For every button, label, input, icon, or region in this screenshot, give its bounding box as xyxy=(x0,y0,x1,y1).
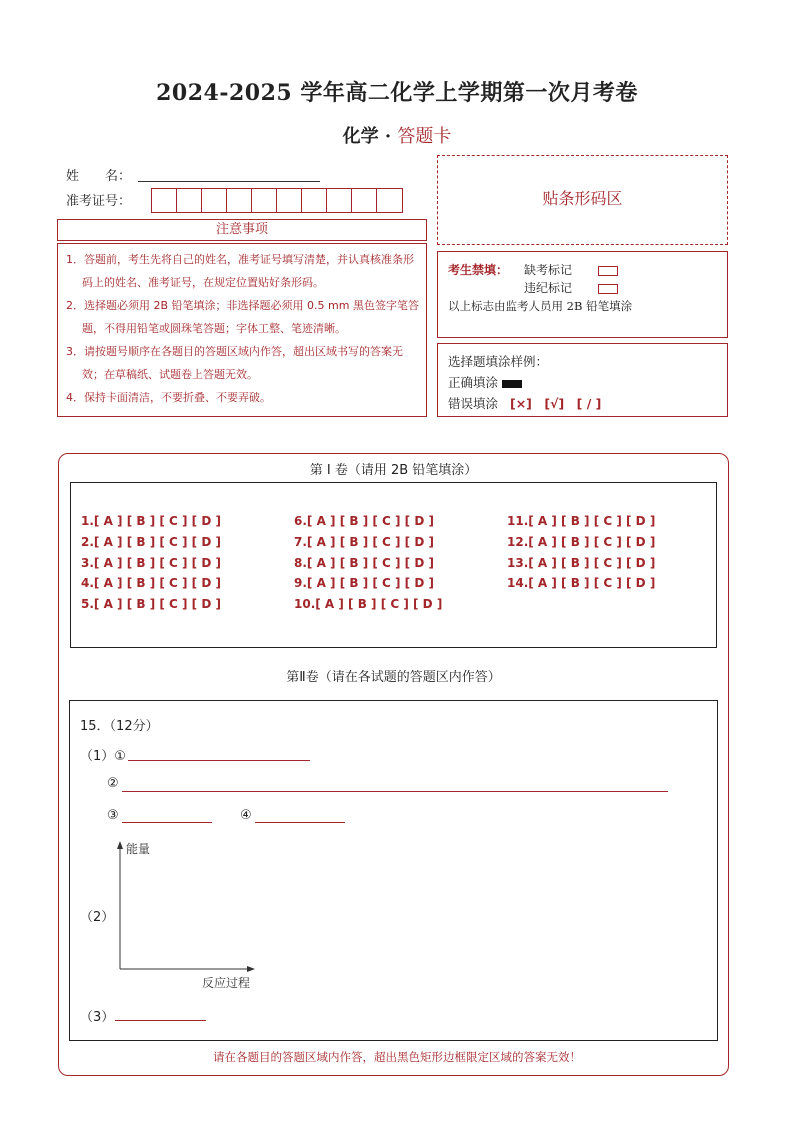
q15-sub2-label: （2） xyxy=(80,910,115,925)
id-digit-box[interactable] xyxy=(302,189,327,212)
y-axis-arrow-icon xyxy=(117,841,123,849)
mc-options[interactable]: [ A ] [ B ] [ C ] [ D ] xyxy=(93,597,221,611)
mc-question-row[interactable] xyxy=(294,597,442,611)
id-digit-box[interactable] xyxy=(252,189,277,212)
q15-answer-1-2[interactable] xyxy=(122,791,668,792)
mc-question-row[interactable] xyxy=(294,576,434,590)
example-title: 选择题填涂样例： xyxy=(448,354,549,369)
wrong-example xyxy=(448,394,717,412)
page-title: 2024-2025 学年高二化学上学期第一次月考卷 xyxy=(156,80,638,106)
ban-note: 以上标志由监考人员用 2B 铅笔填涂 xyxy=(448,299,633,313)
q15-sub3-label: （3） xyxy=(80,1010,115,1025)
mc-question-number: 3. xyxy=(81,556,94,570)
notice-item: 1．答题前，考生先将自己的姓名，准考证号填写清楚，并认真核准条形码上的姓名、准考证号，在规定位置贴好条形码。 xyxy=(66,253,414,289)
id-digit-box[interactable] xyxy=(377,189,402,212)
id-digit-box[interactable] xyxy=(202,189,227,212)
subtitle-answer-sheet: 答题卡 xyxy=(397,126,452,147)
wrong-marks: [×] [√] [ / ] xyxy=(510,396,602,411)
mc-question-number: 1. xyxy=(81,514,94,528)
part1-title: 第 I 卷（请用 2B 铅笔填涂） xyxy=(309,463,478,478)
part2-title: 第Ⅱ卷（请在各试题的答题区内作答） xyxy=(286,670,501,685)
mc-question-number: 4. xyxy=(81,576,94,590)
q15-sub1-3-label: ③ xyxy=(107,808,119,823)
mc-question-number: 9. xyxy=(294,576,307,590)
correct-label: 正确填涂 xyxy=(448,375,499,390)
id-label: 准考证号： xyxy=(66,194,132,209)
mc-question-row[interactable] xyxy=(507,514,655,528)
mc-question-number: 8. xyxy=(294,556,307,570)
energy-diagram-axes[interactable] xyxy=(112,840,262,972)
mc-question-row[interactable] xyxy=(507,556,655,570)
notice-item: 3．请按题号顺序在各题目的答题区域内作答，超出区域书写的答案无效；在草稿纸、试题卷上答题无效。 xyxy=(66,345,403,381)
ban-label: 考生禁填： xyxy=(448,263,509,277)
mc-options[interactable]: [ A ] [ B ] [ C ] [ D ] xyxy=(306,576,434,590)
mc-options[interactable]: [ A ] [ B ] [ C ] [ D ] xyxy=(306,514,434,528)
q15-header: 15．（12分） xyxy=(80,719,159,734)
absent-label: 缺考标记 xyxy=(524,263,573,277)
x-axis-arrow-icon xyxy=(247,966,255,972)
filled-mark-icon xyxy=(502,380,522,388)
id-digit-box[interactable] xyxy=(352,189,377,212)
mc-options[interactable]: [ A ] [ B ] [ C ] [ D ] xyxy=(528,576,656,590)
mc-options[interactable]: [ A ] [ B ] [ C ] [ D ] xyxy=(315,597,443,611)
mc-question-number: 7. xyxy=(294,535,307,549)
mc-question-row[interactable] xyxy=(81,597,221,611)
name-label: 姓 名： xyxy=(66,169,132,184)
mc-options[interactable]: [ A ] [ B ] [ C ] [ D ] xyxy=(306,535,434,549)
mc-question-number: 2. xyxy=(81,535,94,549)
name-field[interactable] xyxy=(138,181,320,182)
mc-options[interactable]: [ A ] [ B ] [ C ] [ D ] xyxy=(93,514,221,528)
mc-question-row[interactable] xyxy=(507,576,655,590)
notice-item: 4．保持卡面清洁，不要折叠、不要弄破。 xyxy=(66,391,271,404)
notice-heading: 注意事项 xyxy=(57,219,427,241)
candidate-ban-box xyxy=(437,251,728,338)
notice-item: 2．选择题必须用 2B 铅笔填涂；非选择题必须用 0.5 mm 黑色签字笔答题，不得用铅笔或圆珠笔答题；字体工整、笔迹清晰。 xyxy=(66,299,419,335)
mc-question-row[interactable] xyxy=(507,535,655,549)
barcode-area: 贴条形码区 xyxy=(437,155,728,245)
fill-example-box xyxy=(437,343,728,417)
mc-question-row[interactable] xyxy=(294,556,434,570)
id-digit-box[interactable] xyxy=(177,189,202,212)
page-subtitle xyxy=(0,122,794,148)
id-digit-box[interactable] xyxy=(227,189,252,212)
mc-question-number: 11. xyxy=(507,514,529,528)
mc-question-number: 13. xyxy=(507,556,529,570)
mc-options[interactable]: [ A ] [ B ] [ C ] [ D ] xyxy=(306,556,434,570)
mc-question-number: 5. xyxy=(81,597,94,611)
absent-checkbox[interactable] xyxy=(598,266,618,276)
mc-question-row[interactable] xyxy=(81,556,221,570)
violation-checkbox[interactable] xyxy=(598,284,618,294)
absent-mark xyxy=(524,261,618,278)
mc-question-number: 10. xyxy=(294,597,316,611)
mc-question-row[interactable] xyxy=(81,514,221,528)
mc-question-number: 12. xyxy=(507,535,529,549)
id-digit-box[interactable] xyxy=(277,189,302,212)
q15-answer-1-1[interactable] xyxy=(128,760,310,761)
mc-options[interactable]: [ A ] [ B ] [ C ] [ D ] xyxy=(528,556,656,570)
y-axis-label: 能量 xyxy=(126,842,151,856)
mc-options[interactable]: [ A ] [ B ] [ C ] [ D ] xyxy=(93,576,221,590)
mc-question-row[interactable] xyxy=(294,514,434,528)
footer-warning: 请在各题目的答题区域内作答，超出黑色矩形边框限定区域的答案无效！ xyxy=(213,1050,581,1064)
mc-question-row[interactable] xyxy=(81,576,221,590)
q15-answer-1-3[interactable] xyxy=(122,822,212,823)
mc-question-row[interactable] xyxy=(294,535,434,549)
mc-question-number: 6. xyxy=(294,514,307,528)
id-number-boxes[interactable] xyxy=(151,188,403,213)
mc-options[interactable]: [ A ] [ B ] [ C ] [ D ] xyxy=(528,535,656,549)
mc-question-row[interactable] xyxy=(81,535,221,549)
mc-options[interactable]: [ A ] [ B ] [ C ] [ D ] xyxy=(528,514,656,528)
violation-mark xyxy=(524,279,618,296)
q15-answer-1-4[interactable] xyxy=(255,822,345,823)
wrong-label: 错误填涂 xyxy=(448,396,499,411)
q15-sub1-label: （1）① xyxy=(80,749,126,764)
id-digit-box[interactable] xyxy=(327,189,352,212)
mc-options[interactable]: [ A ] [ B ] [ C ] [ D ] xyxy=(93,535,221,549)
correct-example xyxy=(448,373,717,391)
subtitle-subject: 化学 · xyxy=(342,126,398,147)
x-axis-label: 反应过程 xyxy=(202,976,251,990)
q15-sub1-4-label: ④ xyxy=(240,808,252,823)
q15-sub1-2-label: ② xyxy=(107,776,119,791)
mc-question-number: 14. xyxy=(507,576,529,590)
q15-answer-3[interactable] xyxy=(115,1020,206,1021)
violation-label: 违纪标记 xyxy=(524,281,573,295)
id-digit-box[interactable] xyxy=(152,189,177,212)
mc-options[interactable]: [ A ] [ B ] [ C ] [ D ] xyxy=(93,556,221,570)
notice-body xyxy=(57,243,427,417)
